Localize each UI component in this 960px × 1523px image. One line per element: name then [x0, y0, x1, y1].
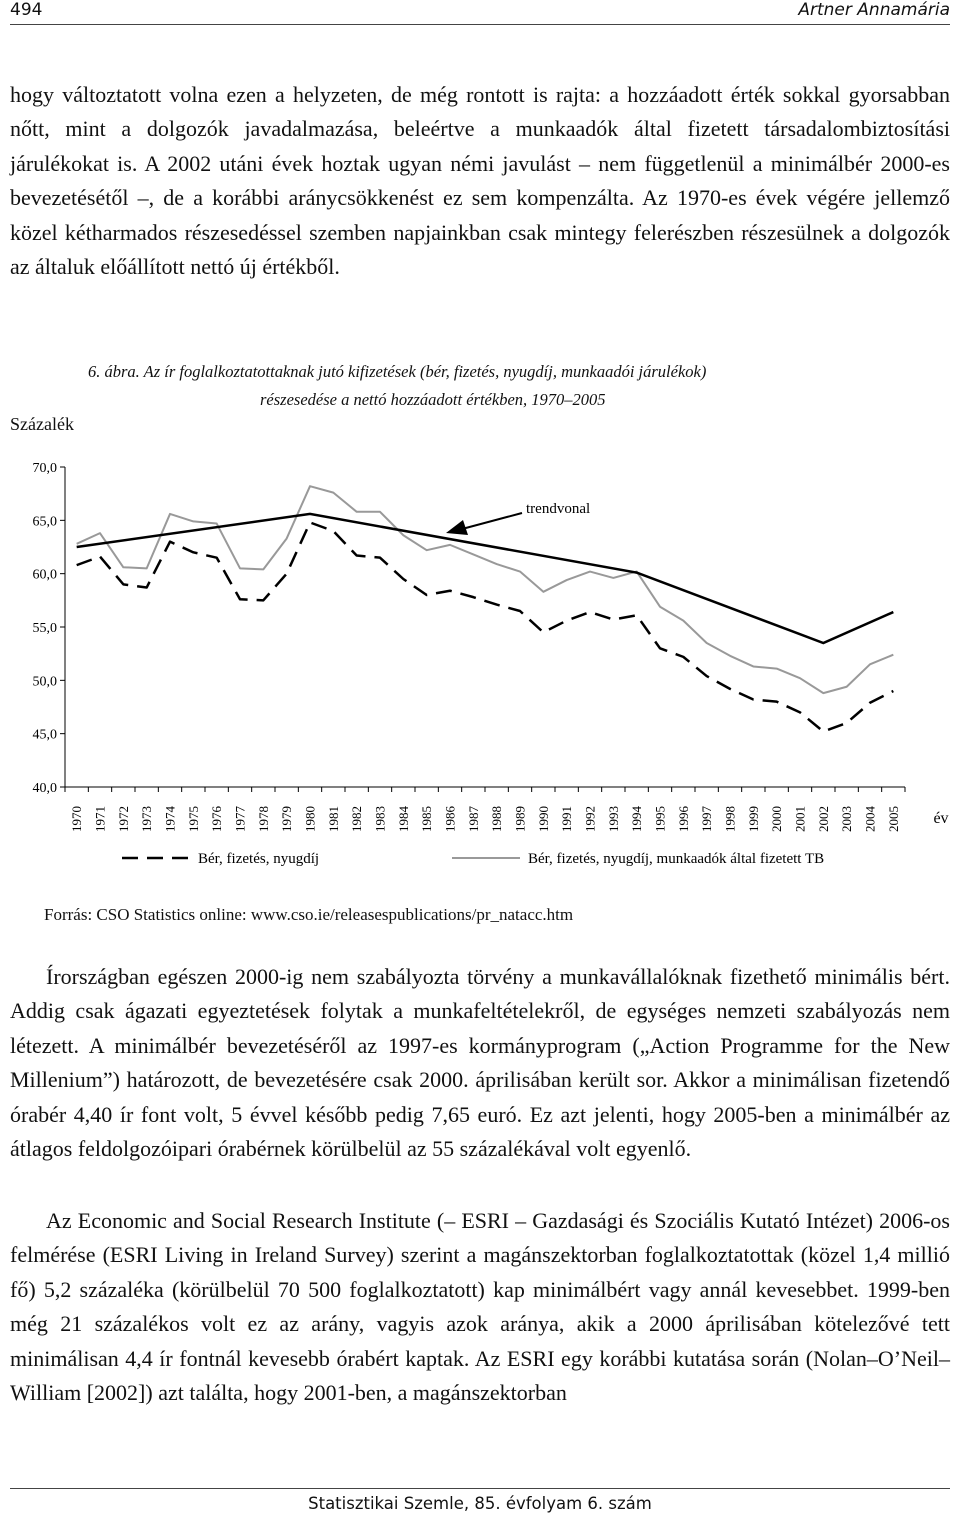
x-tick-label: 1975: [185, 806, 201, 832]
figure-caption-line-1: 6. ábra. Az ír foglalkoztatottaknak jutó kifizetések (bér, fizetés, nyugdíj, munkaadói járulékok): [88, 362, 707, 381]
page-number: 494: [10, 0, 43, 20]
x-tick-label: 1985: [419, 806, 435, 832]
y-tick-label: 45,0: [32, 727, 57, 743]
x-tick-label: 1980: [302, 806, 318, 832]
paragraph-1: hogy változtatott volna ezen a helyzeten, de még rontott is rajta: a hozzáadott érték sokkal gyorsabban nőtt, mint a dolgozók javadalmazása, beleértve a munkaadók által fizetett társadalombiztosítási járulékokat is. A 2002 utáni évek hoztak ugyan némi javulást – nem függetlenül a minimálbér 2000-es bevezetésétől –, de a korábbi aránycsökkenést ez sem kompenzálta. Az 1970-es évek végére jellemző közel kétharmados részesedéssel szemben napjainkban csak mintegy felerészben részesülnek a dolgozók az általuk előállított nettó új értékből.: [10, 82, 950, 280]
x-tick-label: 2004: [862, 806, 878, 832]
x-tick-label: 2003: [839, 806, 855, 832]
page-footer: Statisztikai Szemle, 85. évfolyam 6. szám: [10, 1488, 950, 1523]
x-tick-label: 1971: [92, 806, 108, 832]
page-header: [10, 0, 950, 25]
x-tick-label: 1974: [162, 806, 178, 832]
x-tick-label: 1996: [675, 806, 691, 832]
x-tick-label: 1983: [372, 806, 388, 832]
x-tick-label: 1990: [535, 806, 551, 832]
trendline-arrow-shaft: [462, 513, 522, 529]
x-tick-label: 1997: [699, 806, 715, 832]
trendline: [77, 514, 894, 643]
x-tick-label: 1994: [629, 806, 645, 832]
trendline-arrow-head: [446, 520, 468, 535]
figure-caption-line-2: részesedése a nettó hozzáadott értékben, 1970–2005: [260, 390, 606, 409]
x-tick-label: 1986: [442, 806, 458, 832]
series-wages-line: [77, 522, 894, 731]
x-tick-label: 1984: [395, 806, 411, 832]
paragraph-3: Az Economic and Social Research Institute (– ESRI – Gazdasági és Szociális Kutató Intézet) 2006-os felmérése (ESRI Living in Ireland Survey) szerint a magánszektorban foglalkoztatottak (közel 1,4 millió fő) 5,2 százaléka (körülbelül 70 500 foglalkoztatott) kap minimálbért vagy annál kevesebbet. 1999-ben még 21 százalékos volt ez az arány, vagyis azok aránya, akik a 2000 áprilisában kötelezővé tett minimálisan 4,4 ír fontnál kevesebb órabért kaptak. Az ESRI egy korábbi kutatása során (Nolan–O’Neil–William [2002]) azt találta, hogy 2001-ben, a magánszektorban: [10, 1208, 950, 1406]
x-tick-label: 1998: [722, 806, 738, 832]
x-axis-title: év: [933, 810, 949, 827]
x-tick-label: 2002: [815, 806, 831, 832]
x-tick-label: 1973: [139, 806, 155, 832]
series-wages-incl-tb-line: [77, 486, 894, 693]
x-tick-label: 1999: [745, 806, 761, 832]
figure-source: Forrás: CSO Statistics online: www.cso.ie/releasespublications/pr_natacc.htm: [44, 905, 574, 924]
x-tick-label: 1979: [279, 806, 295, 832]
y-tick-label: 60,0: [32, 567, 57, 583]
y-axis-title: Százalék: [10, 414, 74, 434]
y-tick-label: 40,0: [32, 781, 57, 796]
x-tick-label: 1991: [559, 806, 575, 832]
y-tick-label: 55,0: [32, 621, 57, 636]
trendline-label: trendvonal: [526, 501, 591, 517]
x-tick-label: 1981: [325, 806, 341, 832]
x-tick-label: 1972: [115, 806, 131, 832]
x-tick-label: 1995: [652, 806, 668, 832]
paragraph-2: Írországban egészen 2000-ig nem szabályozta törvény a munkavállalóknak fizethető minimális bért. Addig csak ágazati egyeztetések folytak a munkafeltételekről, de egységes nemzeti szabályozás nem létezett. A minimálbér bevezetéséről az 1997-es kormányprogram („Action Programme for the New Millenium”) határozott, de bevezetésére csak 2000. áprilisában került sor. Akkor a minimálisan fizetendő órabér 4,40 ír font volt, 5 évvel később pedig 7,65 euró. Ez azt jelenti, hogy 2005-ben a minimálbér az átlagos feldolgozóipari órabérnek körülbelül az 55 százalékával volt egyenlő.: [10, 964, 950, 1162]
x-tick-label: 1982: [349, 806, 365, 832]
line-chart: [0, 440, 960, 880]
x-tick-label: 2005: [885, 806, 901, 832]
x-tick-label: 2000: [769, 806, 785, 832]
x-tick-label: 2001: [792, 806, 808, 832]
x-tick-label: 1977: [232, 806, 248, 832]
x-tick-label: 1992: [582, 806, 598, 832]
x-tick-label: 1987: [465, 806, 481, 832]
x-tick-label: 1988: [489, 806, 505, 832]
x-tick-label: 1993: [605, 806, 621, 832]
x-tick-label: 1978: [255, 806, 271, 832]
y-tick-label: 65,0: [32, 514, 57, 530]
y-tick-label: 50,0: [32, 674, 57, 690]
legend-label-wages-incl-tb: Bér, fizetés, nyugdíj, munkaadók által fizetett TB: [528, 851, 825, 867]
x-tick-label: 1989: [512, 806, 528, 832]
x-tick-label: 1976: [209, 806, 225, 832]
x-tick-label: 1970: [69, 806, 85, 832]
y-tick-label: 70,0: [32, 461, 57, 476]
legend-label-wages: Bér, fizetés, nyugdíj: [198, 851, 320, 867]
running-author: Artner Annamária: [798, 0, 950, 20]
